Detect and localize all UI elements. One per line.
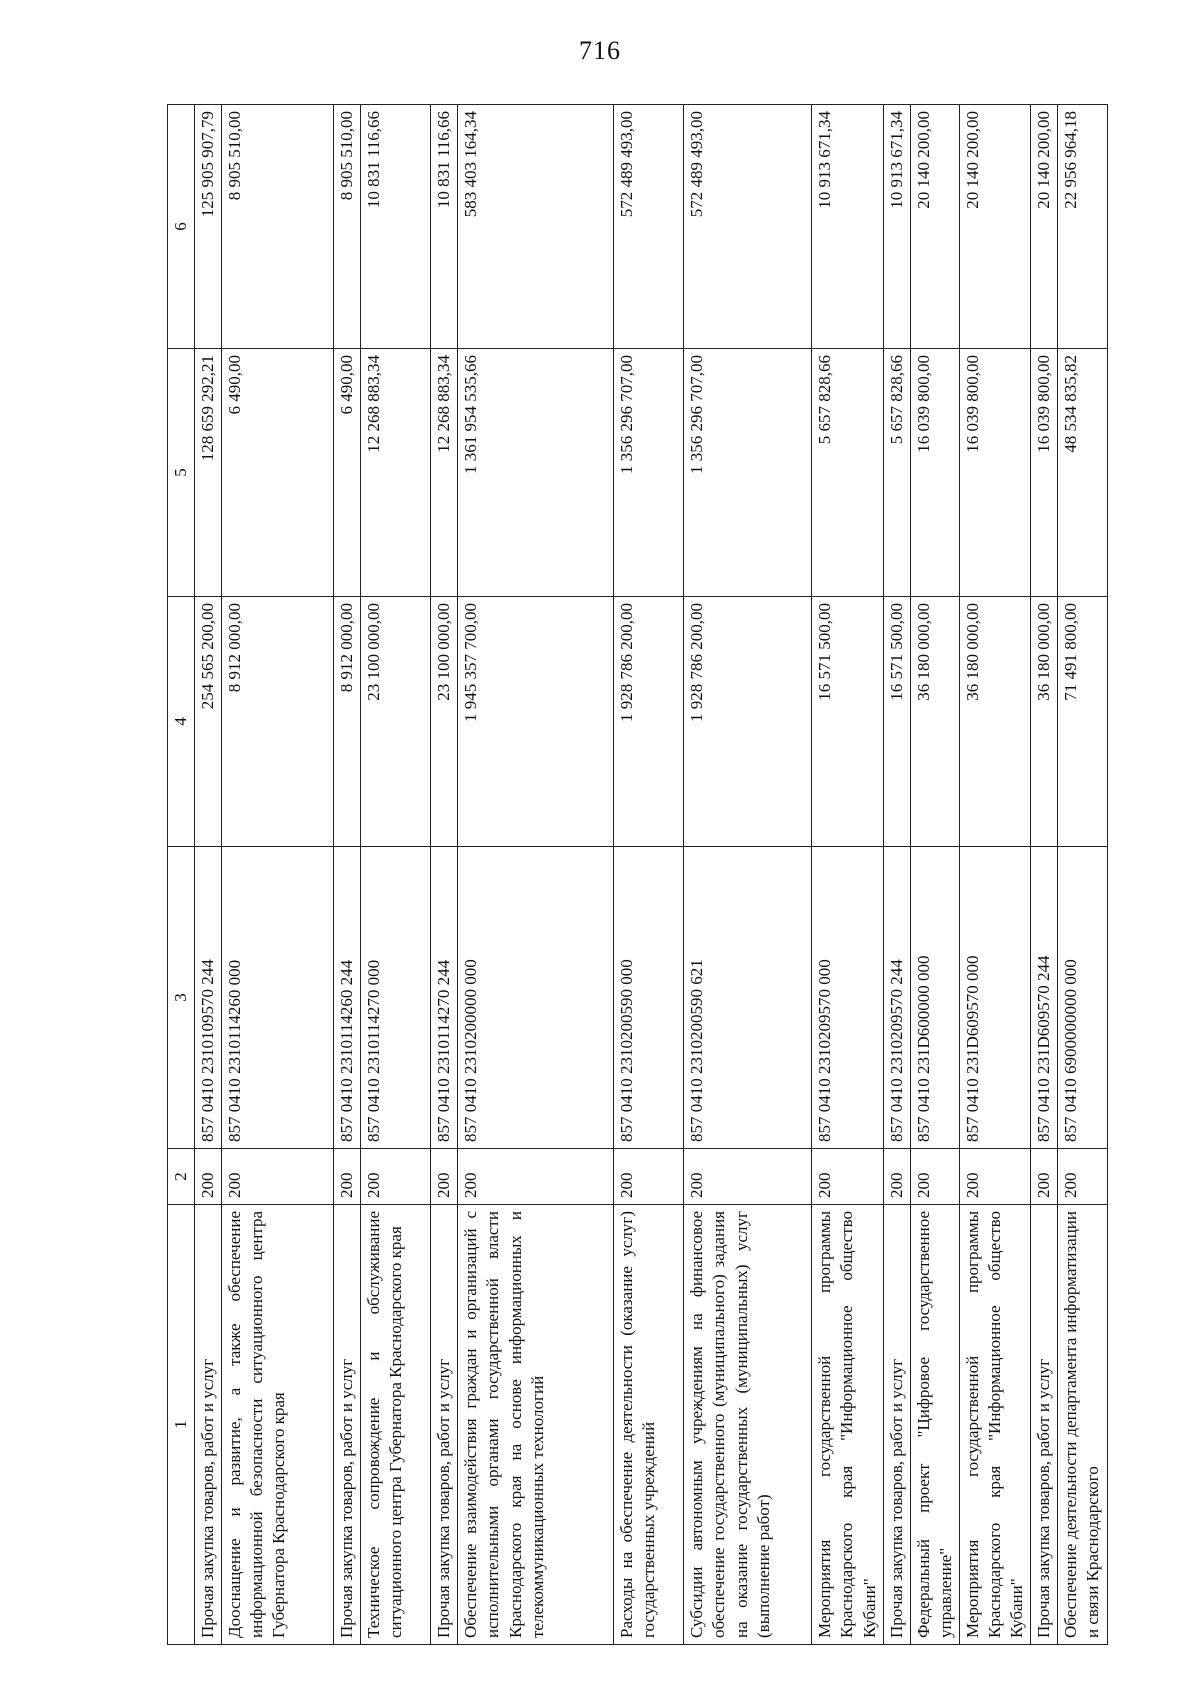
row-name: Мероприятия государственной программы Краснодарского края "Информационное общество Кубани" (812, 1205, 883, 1645)
budget-table (167, 104, 1108, 1645)
row-col-5: 5 657 828,66 (883, 349, 910, 597)
header-col-6: 6 (168, 105, 195, 349)
row-kbk: 857 0410 2310114260 244 (334, 847, 361, 1149)
table-row (334, 105, 361, 1645)
row-code: 200 (959, 1149, 1030, 1205)
row-col-5: 16 039 800,00 (1031, 349, 1058, 597)
row-name: Прочая закупка товаров, работ и услуг (334, 1205, 361, 1645)
row-col-5: 1 356 296 707,00 (614, 349, 684, 597)
row-col-4: 8 912 000,00 (334, 597, 361, 847)
row-col-4: 16 571 500,00 (883, 597, 910, 847)
row-col-6: 572 489 493,00 (614, 105, 684, 349)
row-col-5: 12 268 883,34 (431, 349, 458, 597)
row-col-6: 8 905 510,00 (222, 105, 334, 349)
row-code: 200 (1058, 1149, 1107, 1205)
row-kbk: 857 0410 231D609570 244 (1031, 847, 1058, 1149)
row-col-4: 36 180 000,00 (910, 597, 959, 847)
row-code: 200 (910, 1149, 959, 1205)
table-row (883, 105, 910, 1645)
row-kbk: 857 0410 2310209570 000 (812, 847, 883, 1149)
row-col-4: 254 565 200,00 (195, 597, 222, 847)
rotated-table-wrapper (167, 105, 1103, 1645)
row-col-6: 22 956 964,18 (1058, 105, 1107, 349)
table-row (431, 105, 458, 1645)
row-col-5: 5 657 828,66 (812, 349, 883, 597)
table-row (361, 105, 431, 1645)
row-col-6: 583 403 164,34 (458, 105, 614, 349)
header-col-1: 1 (168, 1205, 195, 1645)
row-col-5: 12 268 883,34 (361, 349, 431, 597)
row-code: 200 (334, 1149, 361, 1205)
table-row (195, 105, 222, 1645)
table-row (684, 105, 812, 1645)
row-col-5: 16 039 800,00 (910, 349, 959, 597)
row-col-5: 6 490,00 (334, 349, 361, 597)
row-name: Прочая закупка товаров, работ и услуг (1031, 1205, 1058, 1645)
header-col-3: 3 (168, 847, 195, 1149)
row-name: Обеспечение взаимодействия граждан и организаций с исполнительными органами государственной власти Краснодарского края на основе информационных и телекоммуникационных технологий (458, 1205, 614, 1645)
row-kbk: 857 0410 2310200590 621 (684, 847, 812, 1149)
row-name: Мероприятия государственной программы Краснодарского края "Информационное общество Кубани" (959, 1205, 1030, 1645)
row-col-4: 36 180 000,00 (1031, 597, 1058, 847)
row-name: Дооснащение и развитие, а также обеспечение информационной безопасности ситуационного центра Губернатора Краснодарского края (222, 1205, 334, 1645)
table-row (812, 105, 883, 1645)
header-col-5: 5 (168, 349, 195, 597)
row-col-4: 1 945 357 700,00 (458, 597, 614, 847)
row-name: Обеспечение деятельности департамента информатизации и связи Краснодарского (1058, 1205, 1107, 1645)
row-col-5: 1 361 954 535,66 (458, 349, 614, 597)
row-col-4: 1 928 786 200,00 (614, 597, 684, 847)
row-code: 200 (458, 1149, 614, 1205)
table-row (222, 105, 334, 1645)
row-name: Федеральный проект "Цифровое государственное управление" (910, 1205, 959, 1645)
row-col-6: 125 905 907,79 (195, 105, 222, 349)
row-kbk: 857 0410 2310209570 244 (883, 847, 910, 1149)
table-row (458, 105, 614, 1645)
row-col-5: 1 356 296 707,00 (684, 349, 812, 597)
row-col-4: 23 100 000,00 (361, 597, 431, 847)
row-name: Прочая закупка товаров, работ и услуг (195, 1205, 222, 1645)
table-body (195, 105, 1107, 1645)
page-number: 716 (579, 36, 621, 65)
table-row (1031, 105, 1058, 1645)
row-code: 200 (1031, 1149, 1058, 1205)
row-name: Субсидии автономным учреждениям на финансовое обеспечение государственного (муниципального) задания на оказание государственных (муниципальных) услуг (выполнение работ) (684, 1205, 812, 1645)
header-col-4: 4 (168, 597, 195, 847)
table-row (1058, 105, 1107, 1645)
table-row (910, 105, 959, 1645)
row-col-6: 20 140 200,00 (1031, 105, 1058, 349)
row-col-5: 6 490,00 (222, 349, 334, 597)
row-code: 200 (431, 1149, 458, 1205)
row-col-4: 1 928 786 200,00 (684, 597, 812, 847)
header-col-2: 2 (168, 1149, 195, 1205)
row-col-6: 10 913 671,34 (812, 105, 883, 349)
row-kbk: 857 0410 6900000000 000 (1058, 847, 1107, 1149)
row-col-4: 16 571 500,00 (812, 597, 883, 847)
row-code: 200 (812, 1149, 883, 1205)
row-kbk: 857 0410 231D609570 000 (959, 847, 1030, 1149)
row-col-6: 10 913 671,34 (883, 105, 910, 349)
row-code: 200 (222, 1149, 334, 1205)
row-col-4: 8 912 000,00 (222, 597, 334, 847)
row-code: 200 (684, 1149, 812, 1205)
row-kbk: 857 0410 2310109570 244 (195, 847, 222, 1149)
row-kbk: 857 0410 2310114270 000 (361, 847, 431, 1149)
row-name: Техническое сопровождение и обслуживание ситуационного центра Губернатора Краснодарского края (361, 1205, 431, 1645)
row-kbk: 857 0410 2310114260 000 (222, 847, 334, 1149)
row-name: Расходы на обеспечение деятельности (оказание услуг) государственных учреждений (614, 1205, 684, 1645)
row-col-5: 128 659 292,21 (195, 349, 222, 597)
row-col-4: 71 491 800,00 (1058, 597, 1107, 847)
row-name: Прочая закупка товаров, работ и услуг (431, 1205, 458, 1645)
table-header-row (168, 105, 195, 1645)
row-kbk: 857 0410 2310200590 000 (614, 847, 684, 1149)
row-col-4: 36 180 000,00 (959, 597, 1030, 847)
row-kbk: 857 0410 231D600000 000 (910, 847, 959, 1149)
row-code: 200 (195, 1149, 222, 1205)
row-code: 200 (614, 1149, 684, 1205)
row-kbk: 857 0410 2310114270 244 (431, 847, 458, 1149)
row-col-5: 16 039 800,00 (959, 349, 1030, 597)
row-code: 200 (883, 1149, 910, 1205)
row-col-5: 48 534 835,82 (1058, 349, 1107, 597)
table-row (614, 105, 684, 1645)
row-col-6: 20 140 200,00 (959, 105, 1030, 349)
row-kbk: 857 0410 2310200000 000 (458, 847, 614, 1149)
row-col-6: 20 140 200,00 (910, 105, 959, 349)
row-col-6: 10 831 116,66 (431, 105, 458, 349)
row-col-6: 10 831 116,66 (361, 105, 431, 349)
row-col-4: 23 100 000,00 (431, 597, 458, 847)
row-name: Прочая закупка товаров, работ и услуг (883, 1205, 910, 1645)
row-col-6: 572 489 493,00 (684, 105, 812, 349)
table-row (959, 105, 1030, 1645)
row-col-6: 8 905 510,00 (334, 105, 361, 349)
row-code: 200 (361, 1149, 431, 1205)
